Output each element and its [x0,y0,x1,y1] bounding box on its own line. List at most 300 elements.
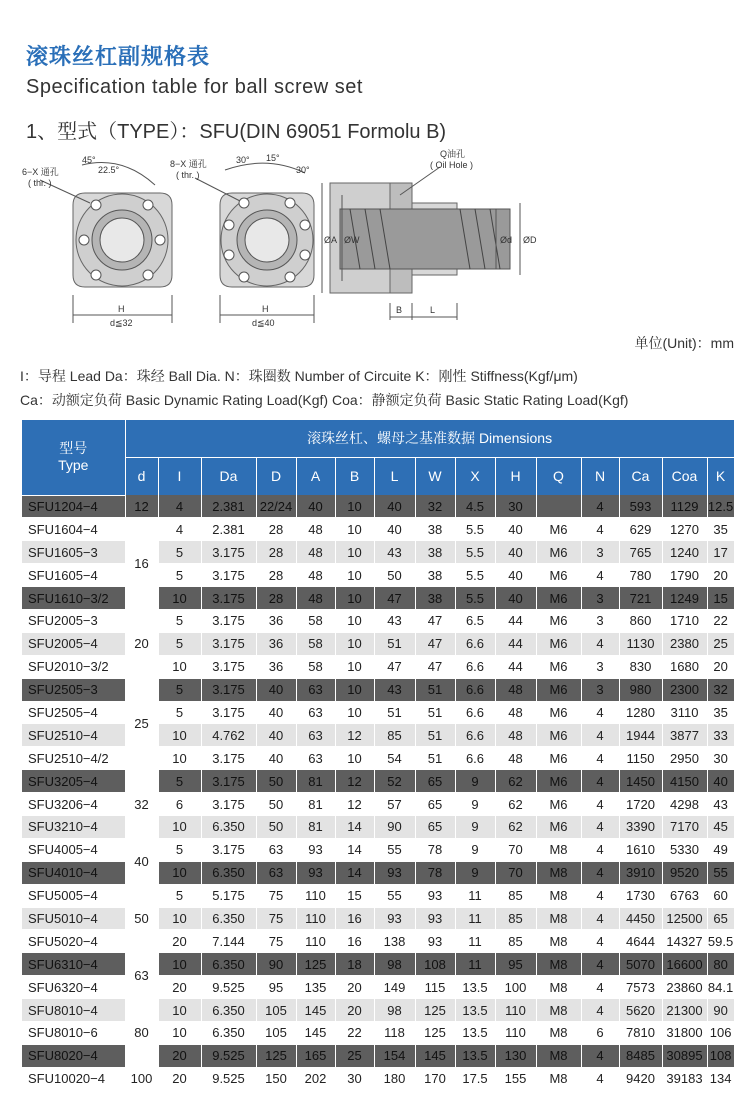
cell-x: 11 [455,930,495,953]
cell-h: 40 [495,587,536,610]
cell-coa: 4298 [662,793,707,816]
left-hole-label: 6−X 通孔 [22,167,59,177]
cell-da: 6.350 [201,815,256,838]
cell-w: 32 [415,495,455,518]
table-row [22,838,734,861]
cell-b: 18 [335,953,374,976]
cell-da: 6.350 [201,1021,256,1044]
cell-q: M8 [536,1044,581,1067]
cell-h: 95 [495,953,536,976]
cell-k: 106 [707,1021,734,1044]
cell-d: 40 [256,701,296,724]
cell-w: 51 [415,678,455,701]
cell-d: 50 [256,770,296,793]
cell-h: 110 [495,1021,536,1044]
column-header-d: D [256,457,296,495]
cell-b: 10 [335,632,374,655]
cell-w: 38 [415,541,455,564]
cell-h: 62 [495,770,536,793]
cell-h: 30 [495,495,536,518]
cell-coa: 39183 [662,1067,707,1090]
cell-w: 78 [415,838,455,861]
cell-b: 15 [335,884,374,907]
cell-model: SFU6320−4 [22,976,125,999]
cell-b: 30 [335,1067,374,1090]
cell-b: 22 [335,1021,374,1044]
cell-a: 110 [296,930,335,953]
cell-da: 9.525 [201,1044,256,1067]
cell-d-group: 20 [125,609,158,678]
cell-b: 10 [335,655,374,678]
cell-k: 134 [707,1067,734,1090]
cell-model: SFU8010−4 [22,999,125,1022]
cell-model: SFU2510−4/2 [22,747,125,770]
cell-coa: 23860 [662,976,707,999]
cell-a: 63 [296,678,335,701]
cell-coa: 5330 [662,838,707,861]
cell-ca: 1450 [619,770,662,793]
cell-x: 9 [455,838,495,861]
mid-dim-d: d≦40 [252,318,275,328]
cell-a: 63 [296,724,335,747]
cell-h: 44 [495,655,536,678]
cell-w: 65 [415,770,455,793]
cell-a: 58 [296,632,335,655]
column-header-x: X [455,457,495,495]
cell-n: 4 [581,1044,619,1067]
cell-l: 51 [374,632,415,655]
cell-x: 13.5 [455,976,495,999]
mid-hole-label: 8−X 通孔 [170,159,207,169]
cell-l: 5 [158,541,201,564]
cell-da: 6.350 [201,861,256,884]
cell-d-group: 32 [125,770,158,839]
cell-b: 16 [335,907,374,930]
cell-k: 17 [707,541,734,564]
cell-l: 90 [374,815,415,838]
cell-n: 4 [581,747,619,770]
legend-line-2: Ca：动额定负荷 Basic Dynamic Rating Load(Kgf) Coa：静额定负荷 Basic Static Rating Load(Kgf) [20,392,629,408]
cell-k: 30 [707,747,734,770]
cell-h: 110 [495,999,536,1022]
cell-b: 20 [335,999,374,1022]
unit-label: 单位(Unit)：mm [634,335,734,351]
side-dim-b: B [396,305,403,315]
cell-l: 10 [158,953,201,976]
cell-ca: 593 [619,495,662,518]
cell-x: 6.5 [455,609,495,632]
column-header-k: K [707,457,734,495]
side-dim-l: L [430,305,436,315]
cell-q: M6 [536,678,581,701]
cell-l: 154 [374,1044,415,1067]
cell-k: 108 [707,1044,734,1067]
cell-ca: 1610 [619,838,662,861]
cell-n: 4 [581,884,619,907]
cell-a: 81 [296,815,335,838]
column-header-l: L [374,457,415,495]
page-title-cn: 滚珠丝杠副规格表 [26,44,211,69]
cell-h: 100 [495,976,536,999]
cell-d: 22/24 [256,495,296,518]
cell-h: 70 [495,861,536,884]
cell-x: 4.5 [455,495,495,518]
cell-w: 51 [415,747,455,770]
cell-q: M6 [536,793,581,816]
cell-x: 9 [455,815,495,838]
cell-ca: 3390 [619,815,662,838]
cell-b: 14 [335,838,374,861]
cell-coa: 16600 [662,953,707,976]
mid-dim-h: H [262,304,269,314]
cell-coa: 6763 [662,884,707,907]
cell-ca: 860 [619,609,662,632]
cell-da: 3.175 [201,587,256,610]
cell-ca: 780 [619,564,662,587]
cell-l: 47 [374,587,415,610]
cell-k: 55 [707,861,734,884]
cell-b: 10 [335,609,374,632]
cell-q: M6 [536,541,581,564]
cell-ca: 7810 [619,1021,662,1044]
cell-da: 3.175 [201,564,256,587]
cell-l: 20 [158,976,201,999]
cell-da: 3.175 [201,747,256,770]
table-row [22,1067,734,1090]
cell-l: 10 [158,907,201,930]
column-header-da: Da [201,457,256,495]
cell-d: 75 [256,907,296,930]
cell-d-group: 50 [125,884,158,953]
cell-b: 10 [335,678,374,701]
cell-d: 28 [256,564,296,587]
cell-model: SFU5005−4 [22,884,125,907]
cell-q: M8 [536,907,581,930]
type-header [22,420,125,495]
table-row [22,518,734,541]
column-header-coa: Coa [662,457,707,495]
type-line: 1、型式（TYPE）：SFU(DIN 69051 Formolu B) [26,121,447,143]
cell-q: M8 [536,953,581,976]
cell-d: 40 [256,678,296,701]
cell-q: M8 [536,838,581,861]
cell-h: 85 [495,930,536,953]
cell-da: 3.175 [201,701,256,724]
cell-coa: 1129 [662,495,707,518]
cell-h: 44 [495,632,536,655]
cell-coa: 1270 [662,518,707,541]
cell-l: 5 [158,770,201,793]
cell-l: 5 [158,678,201,701]
table-row [22,884,734,907]
cell-k: 20 [707,564,734,587]
cell-h: 62 [495,815,536,838]
cell-k: 43 [707,793,734,816]
table-row [22,495,734,518]
cell-l: 5 [158,609,201,632]
cell-ca: 1130 [619,632,662,655]
cell-ca: 721 [619,587,662,610]
cell-w: 38 [415,564,455,587]
cell-b: 10 [335,495,374,518]
cell-q [536,495,581,518]
cell-l: 43 [374,609,415,632]
cell-l: 20 [158,930,201,953]
cell-ca: 1730 [619,884,662,907]
cell-q: M8 [536,930,581,953]
cell-q: M6 [536,587,581,610]
cell-b: 10 [335,701,374,724]
cell-k: 35 [707,701,734,724]
cell-q: M6 [536,518,581,541]
column-header-d: d [125,457,158,495]
cell-ca: 765 [619,541,662,564]
cell-l: 149 [374,976,415,999]
cell-da: 3.175 [201,541,256,564]
cell-d: 90 [256,953,296,976]
cell-model: SFU2505−4 [22,701,125,724]
cell-w: 51 [415,724,455,747]
cell-ca: 1150 [619,747,662,770]
cell-d: 28 [256,587,296,610]
spec-table [22,420,735,1091]
cell-ca: 1280 [619,701,662,724]
cell-a: 58 [296,655,335,678]
cell-a: 48 [296,564,335,587]
cell-d: 75 [256,930,296,953]
cell-model: SFU10020−4 [22,1067,125,1090]
left-flange-drawing [40,163,172,324]
side-dim-a: ØA [324,235,338,245]
cell-l: 10 [158,815,201,838]
column-header-w: W [415,457,455,495]
cell-l: 5 [158,701,201,724]
cell-a: 48 [296,587,335,610]
cell-h: 70 [495,838,536,861]
cell-b: 10 [335,747,374,770]
cell-ca: 1944 [619,724,662,747]
cell-d: 40 [256,724,296,747]
cell-n: 6 [581,1021,619,1044]
mid-angle-15: 15° [266,153,280,163]
left-angle-45: 45° [82,155,96,165]
cell-q: M6 [536,609,581,632]
cell-l: 5 [158,838,201,861]
cell-da: 3.175 [201,838,256,861]
cell-l: 93 [374,907,415,930]
cell-a: 63 [296,701,335,724]
cell-ca: 7573 [619,976,662,999]
cell-q: M6 [536,655,581,678]
cell-model: SFU1610−3/2 [22,587,125,610]
cell-x: 13.5 [455,999,495,1022]
cell-l: 51 [374,701,415,724]
cell-d: 63 [256,861,296,884]
cell-coa: 30895 [662,1044,707,1067]
cell-d: 28 [256,541,296,564]
cell-da: 2.381 [201,518,256,541]
cell-d: 63 [256,838,296,861]
cell-ca: 980 [619,678,662,701]
cell-l: 10 [158,1021,201,1044]
side-dim-d-big: ØD [523,235,537,245]
cell-l: 118 [374,1021,415,1044]
cell-l: 43 [374,541,415,564]
cell-h: 130 [495,1044,536,1067]
cell-x: 5.5 [455,518,495,541]
cell-w: 125 [415,1021,455,1044]
left-dim-d: d≦32 [110,318,133,328]
cell-d-group: 100 [125,1067,158,1090]
cell-d: 36 [256,609,296,632]
table-row [22,770,734,793]
cell-ca: 830 [619,655,662,678]
cell-w: 51 [415,701,455,724]
dimensions-header: 滚珠丝杠、螺母之基准数据 Dimensions [125,420,734,457]
cell-da: 3.175 [201,655,256,678]
cell-da: 6.350 [201,953,256,976]
cell-x: 6.6 [455,632,495,655]
cell-model: SFU1204−4 [22,495,125,518]
cell-k: 84.1 [707,976,734,999]
cell-model: SFU3210−4 [22,815,125,838]
cell-k: 22 [707,609,734,632]
cell-d-group: 16 [125,518,158,610]
cell-b: 12 [335,724,374,747]
cell-k: 45 [707,815,734,838]
cell-q: M8 [536,1021,581,1044]
cell-q: M8 [536,999,581,1022]
cell-l: 4 [158,518,201,541]
cell-model: SFU2510−4 [22,724,125,747]
cell-a: 93 [296,861,335,884]
cell-l: 4 [158,495,201,518]
cell-coa: 4150 [662,770,707,793]
cell-d: 36 [256,655,296,678]
cell-x: 6.6 [455,747,495,770]
cell-da: 3.175 [201,632,256,655]
cell-w: 93 [415,884,455,907]
cell-ca: 629 [619,518,662,541]
cell-model: SFU3206−4 [22,793,125,816]
cell-n: 4 [581,953,619,976]
column-header-row [22,457,734,495]
cell-model: SFU1604−4 [22,518,125,541]
cell-k: 90 [707,999,734,1022]
cell-q: M8 [536,1067,581,1090]
cell-b: 10 [335,541,374,564]
cell-l: 54 [374,747,415,770]
cell-l: 5 [158,564,201,587]
cell-w: 93 [415,907,455,930]
cell-q: M6 [536,770,581,793]
cell-l: 98 [374,953,415,976]
page-title-en: Specification table for ball screw set [26,76,363,98]
cell-k: 80 [707,953,734,976]
cell-n: 4 [581,838,619,861]
cell-h: 40 [495,518,536,541]
cell-coa: 2300 [662,678,707,701]
cell-n: 4 [581,861,619,884]
cell-k: 33 [707,724,734,747]
column-header-ca: Ca [619,457,662,495]
cell-coa: 2380 [662,632,707,655]
cell-n: 4 [581,495,619,518]
cell-w: 65 [415,815,455,838]
column-header-i: I [158,457,201,495]
cell-h: 40 [495,541,536,564]
cell-da: 9.525 [201,1067,256,1090]
column-header-a: A [296,457,335,495]
cell-x: 13.5 [455,1044,495,1067]
cell-a: 48 [296,518,335,541]
cell-da: 3.175 [201,793,256,816]
cell-coa: 7170 [662,815,707,838]
cell-d: 36 [256,632,296,655]
cell-x: 17.5 [455,1067,495,1090]
cell-da: 7.144 [201,930,256,953]
cell-da: 3.175 [201,770,256,793]
cell-l: 10 [158,587,201,610]
cell-x: 11 [455,884,495,907]
cell-model: SFU2010−3/2 [22,655,125,678]
cell-w: 145 [415,1044,455,1067]
cell-a: 165 [296,1044,335,1067]
column-header-n: N [581,457,619,495]
cell-n: 3 [581,678,619,701]
cell-q: M8 [536,861,581,884]
cell-k: 49 [707,838,734,861]
cell-coa: 9520 [662,861,707,884]
cell-n: 4 [581,930,619,953]
cell-x: 6.6 [455,724,495,747]
cell-x: 6.6 [455,701,495,724]
cell-a: 63 [296,747,335,770]
cell-l: 5 [158,632,201,655]
cell-n: 3 [581,587,619,610]
cell-a: 110 [296,907,335,930]
cell-b: 14 [335,815,374,838]
cell-d: 50 [256,793,296,816]
cell-b: 10 [335,564,374,587]
cell-k: 12.5 [707,495,734,518]
table-row [22,678,734,701]
cell-l: 138 [374,930,415,953]
cell-b: 12 [335,770,374,793]
cell-w: 125 [415,999,455,1022]
cell-b: 16 [335,930,374,953]
cell-n: 4 [581,701,619,724]
cell-h: 48 [495,678,536,701]
type-header-en: Type [58,457,89,474]
cell-da: 4.762 [201,724,256,747]
cell-coa: 1240 [662,541,707,564]
cell-l: 10 [158,655,201,678]
cell-n: 3 [581,609,619,632]
cell-model: SFU1605−3 [22,541,125,564]
cell-l: 10 [158,861,201,884]
cell-x: 6.6 [455,678,495,701]
cell-k: 60 [707,884,734,907]
cell-x: 9 [455,770,495,793]
cell-d: 40 [256,747,296,770]
mid-angle-30b: 30° [296,165,310,175]
cell-n: 4 [581,976,619,999]
cell-w: 108 [415,953,455,976]
technical-drawings [0,145,750,335]
cell-model: SFU5010−4 [22,907,125,930]
cell-model: SFU3205−4 [22,770,125,793]
